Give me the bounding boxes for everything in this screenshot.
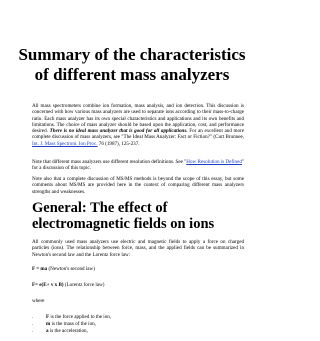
equation-lorentz xyxy=(32,282,104,288)
definition-var: m xyxy=(46,321,51,327)
msms-note: Note also that a complete discussion of MS/MS methods is beyond the scope of this essay, but some comments about MS/MS are provided here in the context of comparing different mass analyzers strengths and weaknesses. xyxy=(32,176,244,195)
page-title: Summary of the characteristics of different mass analyzers xyxy=(18,45,246,84)
equation-newton-label: (Newton's second law) xyxy=(47,266,95,272)
where-text: where xyxy=(32,298,45,304)
list-item: . m is the mass of the ion, xyxy=(32,321,96,327)
intro-text: All mass spectrometers combine ion formation, mass analysis, and ion detection. This discussion is concerned with how various mass analyzers are used to separate ions according to their mass-to-charge ratio. Each mass analyzer has its own special characteristics and applications and its own benefits and limitations. The choice of mass analyzer should be based upon the application, cost, and performance desired. xyxy=(32,103,244,135)
list-item: . a is the acceleration, xyxy=(32,328,88,334)
resolution-note xyxy=(32,159,244,172)
definition-text: is the mass of the ion, xyxy=(50,321,96,327)
definition-list xyxy=(32,314,232,335)
intro-text-2: For an excellent and more complete discussion of mass analyzers, see "The Ideal Mass Analyzer: Fact or Fiction?" (Curt Brunnee, xyxy=(32,128,244,141)
equation-lorentz-label: (Lorentz force law) xyxy=(63,282,105,288)
equation-newton xyxy=(32,266,95,272)
section-heading: General: The effect of electromagnetic fields on ions xyxy=(32,200,215,232)
resolution-link[interactable]: How Resolution is Defined xyxy=(186,159,242,165)
definition-text: is the force applied to the ion, xyxy=(49,314,112,320)
definition-var: F xyxy=(46,314,50,320)
citation-tail: 76 (1987), 125-237. xyxy=(97,140,140,147)
equation-newton-expr: F = ma xyxy=(32,266,48,272)
intro-emphasis: There is no ideal mass analyzer that is good for all applications. xyxy=(49,128,188,135)
intro-paragraph xyxy=(32,103,244,147)
definition-var: a xyxy=(46,328,49,334)
list-item: . F is the force applied to the ion, xyxy=(32,314,112,320)
citation-link[interactable]: Int. J. Mass Spectrom. Ion Proc. xyxy=(32,140,98,147)
definition-text: is the acceleration, xyxy=(48,328,88,334)
general-intro: All commonly used mass analyzers use electric and magnetic fields to apply a force on charged particles (ions). The relationship between force, mass, and the applied fields can be summarized in Newton's second law and the Lorentz force law: xyxy=(32,239,244,258)
resolution-note-tail: " for a discussion of this topic. xyxy=(32,159,244,172)
equation-lorentz-expr: F= e(E+ v x B) xyxy=(32,282,64,288)
resolution-note-text: Note that different mass analyzers use different resolution definitions. See " xyxy=(32,159,187,165)
